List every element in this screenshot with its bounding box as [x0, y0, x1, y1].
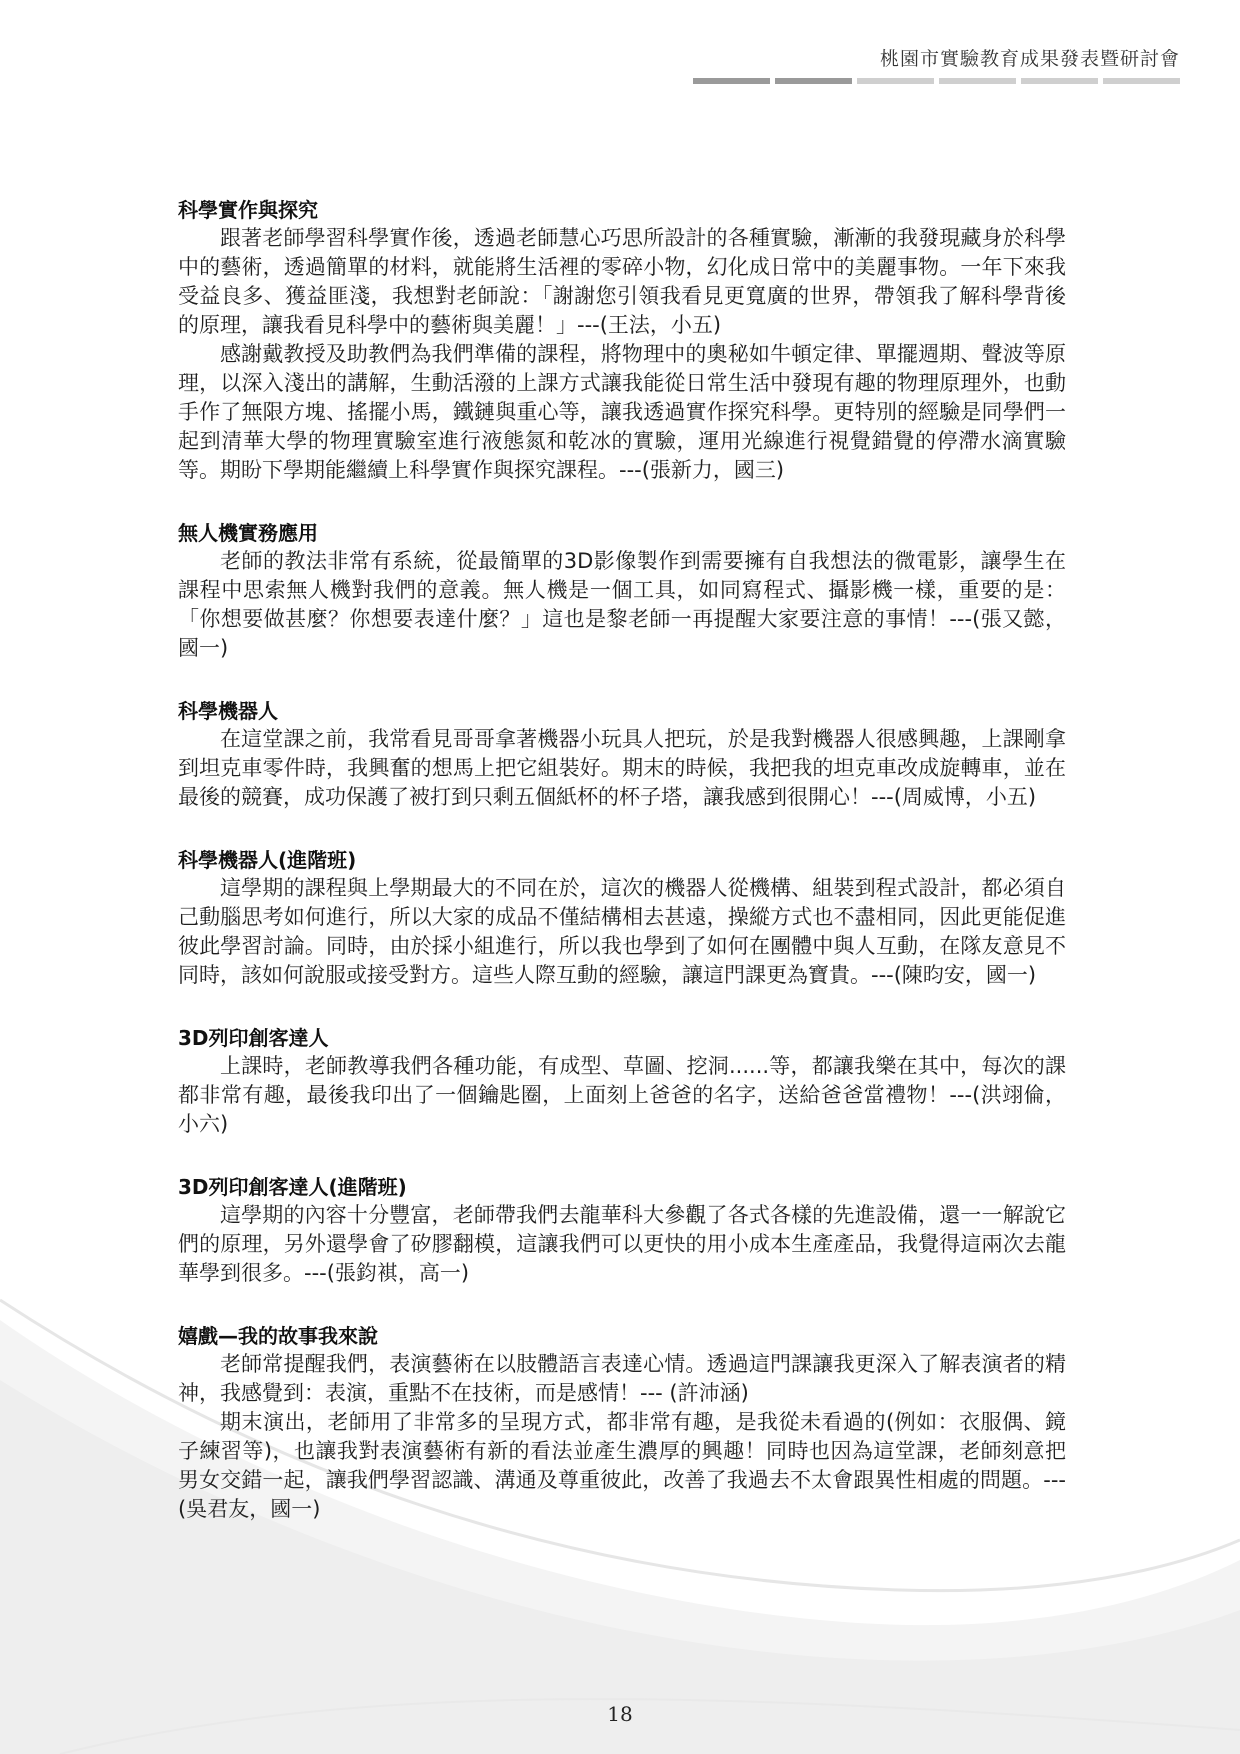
paragraph: 在這堂課之前，我常看見哥哥拿著機器小玩具人把玩，於是我對機器人很感興趣，上課剛拿到坦克車零件時，我興奮的想馬上把它組裝好。期末的時候，我把我的坦克車改成旋轉車，並在最後的競賽，成功保護了被打到只剩五個紙杯的杯子塔，讓我感到很開心！---(周威博，小五) — [178, 727, 1066, 809]
section-3d-print-maker-advanced — [178, 1173, 1066, 1288]
header-bar — [693, 78, 770, 84]
section-title: 科學實作與探究 — [178, 198, 318, 222]
paragraph: 跟著老師學習科學實作後，透過老師慧心巧思所設計的各種實驗，漸漸的我發現藏身於科學中的藝術，透過簡單的材料，就能將生活裡的零碎小物，幻化成日常中的美麗事物。一年下來我受益良多、獲益匪淺，我想對老師說：「謝謝您引領我看見更寬廣的世界，帶領我了解科學背後的原理，讓我看見科學中的藝術與美麗！」---(王法，小五) — [178, 226, 1066, 337]
section-title: 科學機器人 — [178, 699, 278, 723]
header-bar — [1103, 78, 1180, 84]
header-bar — [939, 78, 1016, 84]
header-bar — [1021, 78, 1098, 84]
section-science-robot-advanced — [178, 846, 1066, 990]
section-title: 3D列印創客達人(進階班) — [178, 1175, 407, 1199]
section-science-robot — [178, 697, 1066, 812]
section-science-practice — [178, 196, 1066, 485]
section-title: 嬉戲—我的故事我來說 — [178, 1324, 378, 1348]
paragraph: 感謝戴教授及助教們為我們準備的課程，將物理中的奧秘如牛頓定律、單擺週期、聲波等原理，以深入淺出的講解，生動活潑的上課方式讓我能從日常生活中發現有趣的物理原理外，也動手作了無限方塊、搖擺小馬，鐵鏈與重心等，讓我透過實作探究科學。更特別的經驗是同學們一起到清華大學的物理實驗室進行液態氮和乾冰的實驗，運用光線進行視覺錯覺的停滯水滴實驗等。期盼下學期能繼續上科學實作與探究課程。---(張新力，國三) — [178, 342, 1066, 482]
paragraph: 這學期的課程與上學期最大的不同在於，這次的機器人從機構、組裝到程式設計，都必須自己動腦思考如何進行，所以大家的成品不僅結構相去甚遠，操縱方式也不盡相同，因此更能促進彼此學習討論。同時，由於採小組進行，所以我也學到了如何在團體中與人互動，在隊友意見不同時，該如何說服或接受對方。這些人際互動的經驗，讓這門課更為寶貴。---(陳昀安，國一) — [178, 876, 1066, 987]
paragraph: 這學期的內容十分豐富，老師帶我們去龍華科大參觀了各式各樣的先進設備，還一一解說它們的原理，另外還學會了矽膠翻模，這讓我們可以更快的用小成本生產產品，我覺得這兩次去龍華學到很多。---(張鈞褀，高一) — [178, 1203, 1066, 1285]
header-bar — [857, 78, 934, 84]
section-title: 無人機實務應用 — [178, 521, 318, 545]
paragraph: 上課時，老師教導我們各種功能，有成型、草圖、挖洞......等，都讓我樂在其中，每次的課都非常有趣，最後我印出了一個鑰匙圈，上面刻上爸爸的名字，送給爸爸當禮物！---(洪翊倫，小六) — [178, 1054, 1066, 1136]
paragraph: 老師常提醒我們，表演藝術在以肢體語言表達心情。透過這門課讓我更深入了解表演者的精神，我感覺到：表演，重點不在技術，而是感情！--- (許沛涵) — [178, 1352, 1066, 1405]
page-number: 18 — [607, 1702, 633, 1726]
article-body — [178, 196, 1066, 1558]
header-bar — [775, 78, 852, 84]
section-title: 3D列印創客達人 — [178, 1026, 329, 1050]
header-decor-bars — [693, 78, 1180, 84]
section-3d-print-maker — [178, 1024, 1066, 1139]
section-title: 科學機器人(進階班) — [178, 848, 357, 872]
header-title: 桃園市實驗教育成果發表暨研討會 — [879, 48, 1180, 70]
section-drama-story — [178, 1322, 1066, 1524]
paragraph: 期末演出，老師用了非常多的呈現方式，都非常有趣，是我從未看過的(例如：衣服偶、鏡子練習等)，也讓我對表演藝術有新的看法並產生濃厚的興趣！同時也因為這堂課，老師刻意把男女交錯一起，讓我們學習認識、溝通及尊重彼此，改善了我過去不太會跟異性相處的問題。---(吳君友，國一) — [178, 1410, 1066, 1521]
paragraph: 老師的教法非常有系統，從最簡單的3D影像製作到需要擁有自我想法的微電影，讓學生在課程中思索無人機對我們的意義。無人機是一個工具，如同寫程式、攝影機一樣，重要的是：「你想要做甚麼？你想要表達什麼？」這也是黎老師一再提醒大家要注意的事情！---(張又懿，國一) — [178, 549, 1066, 660]
section-drone-application — [178, 519, 1066, 663]
